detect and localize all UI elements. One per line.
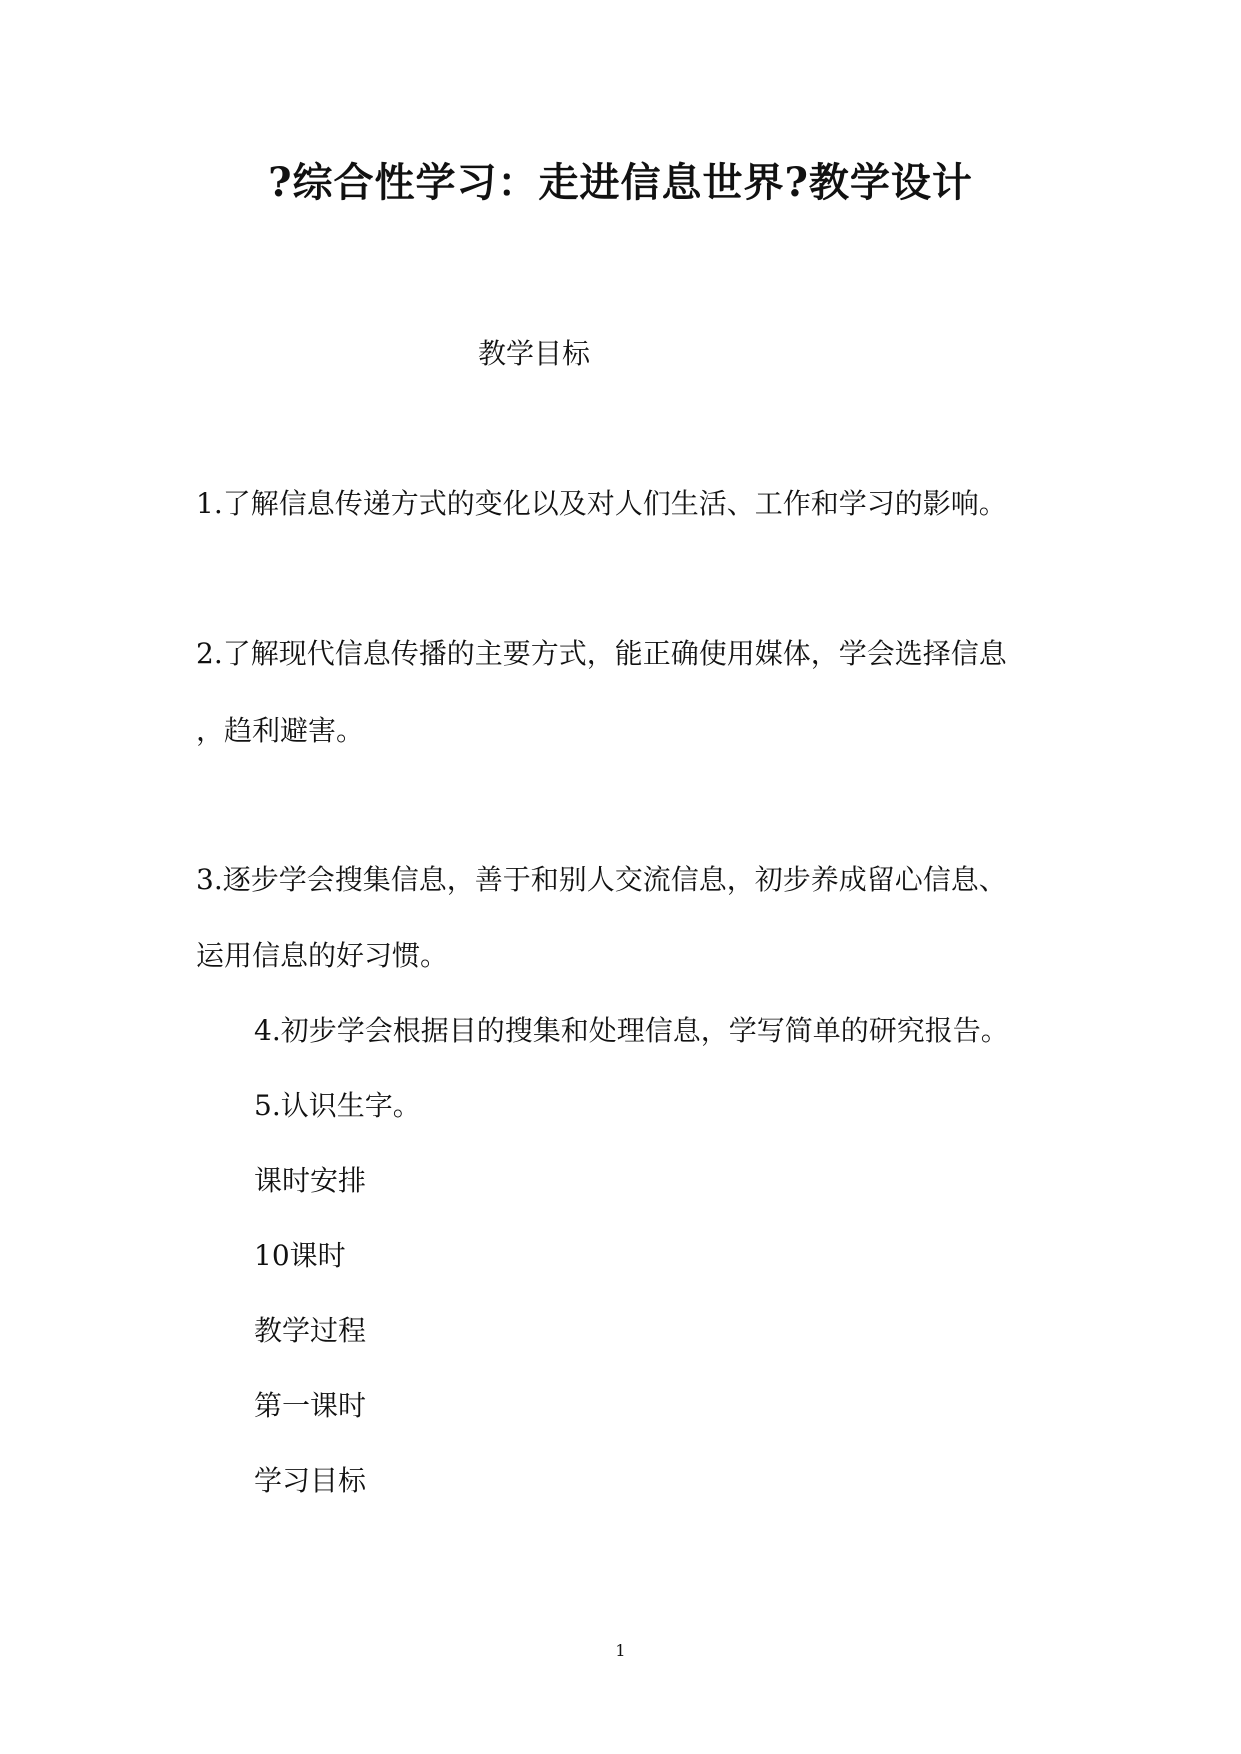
schedule-label: 课时安排 — [254, 1164, 367, 1197]
lesson-heading: 第一课时 — [254, 1389, 367, 1422]
process-heading: 教学过程 — [254, 1314, 367, 1347]
objective-line-2: 2.了解现代信息传播的主要方式，能正确使用媒体，学会选择信息 — [196, 637, 1007, 670]
learning-goals-heading: 学习目标 — [254, 1464, 367, 1497]
objective-line-1: 1.了解信息传递方式的变化以及对人们生活、工作和学习的影响。 — [196, 487, 1007, 520]
objective-line-4: 4.初步学会根据目的搜集和处理信息，学写简单的研究报告。 — [254, 1014, 1009, 1047]
objective-line-3: 3.逐步学会搜集信息，善于和别人交流信息，初步养成留心信息、 — [196, 863, 1007, 896]
section-heading: 教学目标 — [478, 337, 591, 370]
document-title: ?综合性学习：走进信息世界?教学设计 — [268, 159, 973, 206]
schedule-value: 10课时 — [254, 1239, 346, 1272]
objective-line-5: 5.认识生字。 — [254, 1089, 421, 1122]
page-number: 1 — [615, 1641, 626, 1660]
objective-line-2-continued: ，趋利避害。 — [196, 714, 365, 747]
objective-line-3-continued: 运用信息的好习惯。 — [196, 939, 449, 972]
